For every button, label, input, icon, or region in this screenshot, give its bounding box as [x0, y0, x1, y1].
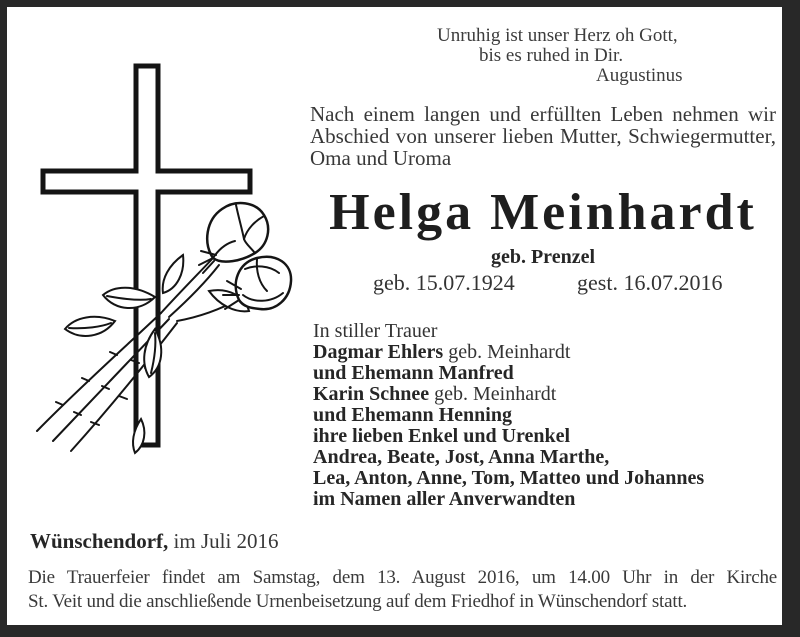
- funeral-line-2: St. Veit und die anschließende Urnenbeisetzung auf dem Friedhof in Wünschendorf statt.: [28, 591, 688, 612]
- maiden-name: geb. Prenzel: [490, 246, 596, 268]
- mourner-line: Dagmar Ehlers geb. Meinhardt: [313, 341, 571, 363]
- intro-paragraph: [310, 103, 776, 169]
- intro-line-1: Nach einem langen und erfüllten Leben nehmen wir: [310, 102, 776, 126]
- funeral-info: [28, 566, 777, 614]
- cross-with-roses-graphic: [23, 59, 303, 479]
- mourners-list: [313, 321, 704, 510]
- mourner-line: im Namen aller Anverwandten: [313, 488, 576, 510]
- mourner-line: und Ehemann Manfred: [313, 362, 514, 384]
- death-date: gest. 16.07.2016: [577, 270, 723, 295]
- funeral-line-1: Die Trauerfeier findet am Samstag, dem 13. August 2016, um 14.00 Uhr in der Kirche: [28, 567, 777, 588]
- intro-line-2: Abschied von unserer lieben Mutter, Schwiegermutter,: [310, 124, 776, 148]
- mourner-line: Karin Schnee geb. Meinhardt: [313, 383, 557, 405]
- birth-date: geb. 15.07.1924: [373, 270, 515, 295]
- mourner-line: Andrea, Beate, Jost, Anna Marthe,: [313, 446, 610, 468]
- quote-line-2: bis es ruhed in Dir.: [479, 45, 624, 66]
- mourner-line: und Ehemann Henning: [313, 404, 512, 426]
- opening-quote: [437, 26, 683, 86]
- roses-icon: [37, 203, 291, 453]
- quote-line-1: Unruhig ist unser Herz oh Gott,: [437, 25, 678, 46]
- mourner-line: Lea, Anton, Anne, Tom, Matteo und Johannes: [313, 467, 705, 489]
- deceased-name: Helga Meinhardt: [329, 184, 757, 241]
- place: Wünschendorf,: [30, 529, 169, 553]
- mourner-line: ihre lieben Enkel und Urenkel: [313, 425, 571, 447]
- intro-line-3: Oma und Uroma: [310, 146, 452, 170]
- place-and-date: [30, 529, 279, 554]
- mourning-header: In stiller Trauer: [313, 320, 438, 342]
- quote-attribution: Augustinus: [596, 65, 683, 86]
- date: im Juli 2016: [168, 529, 279, 553]
